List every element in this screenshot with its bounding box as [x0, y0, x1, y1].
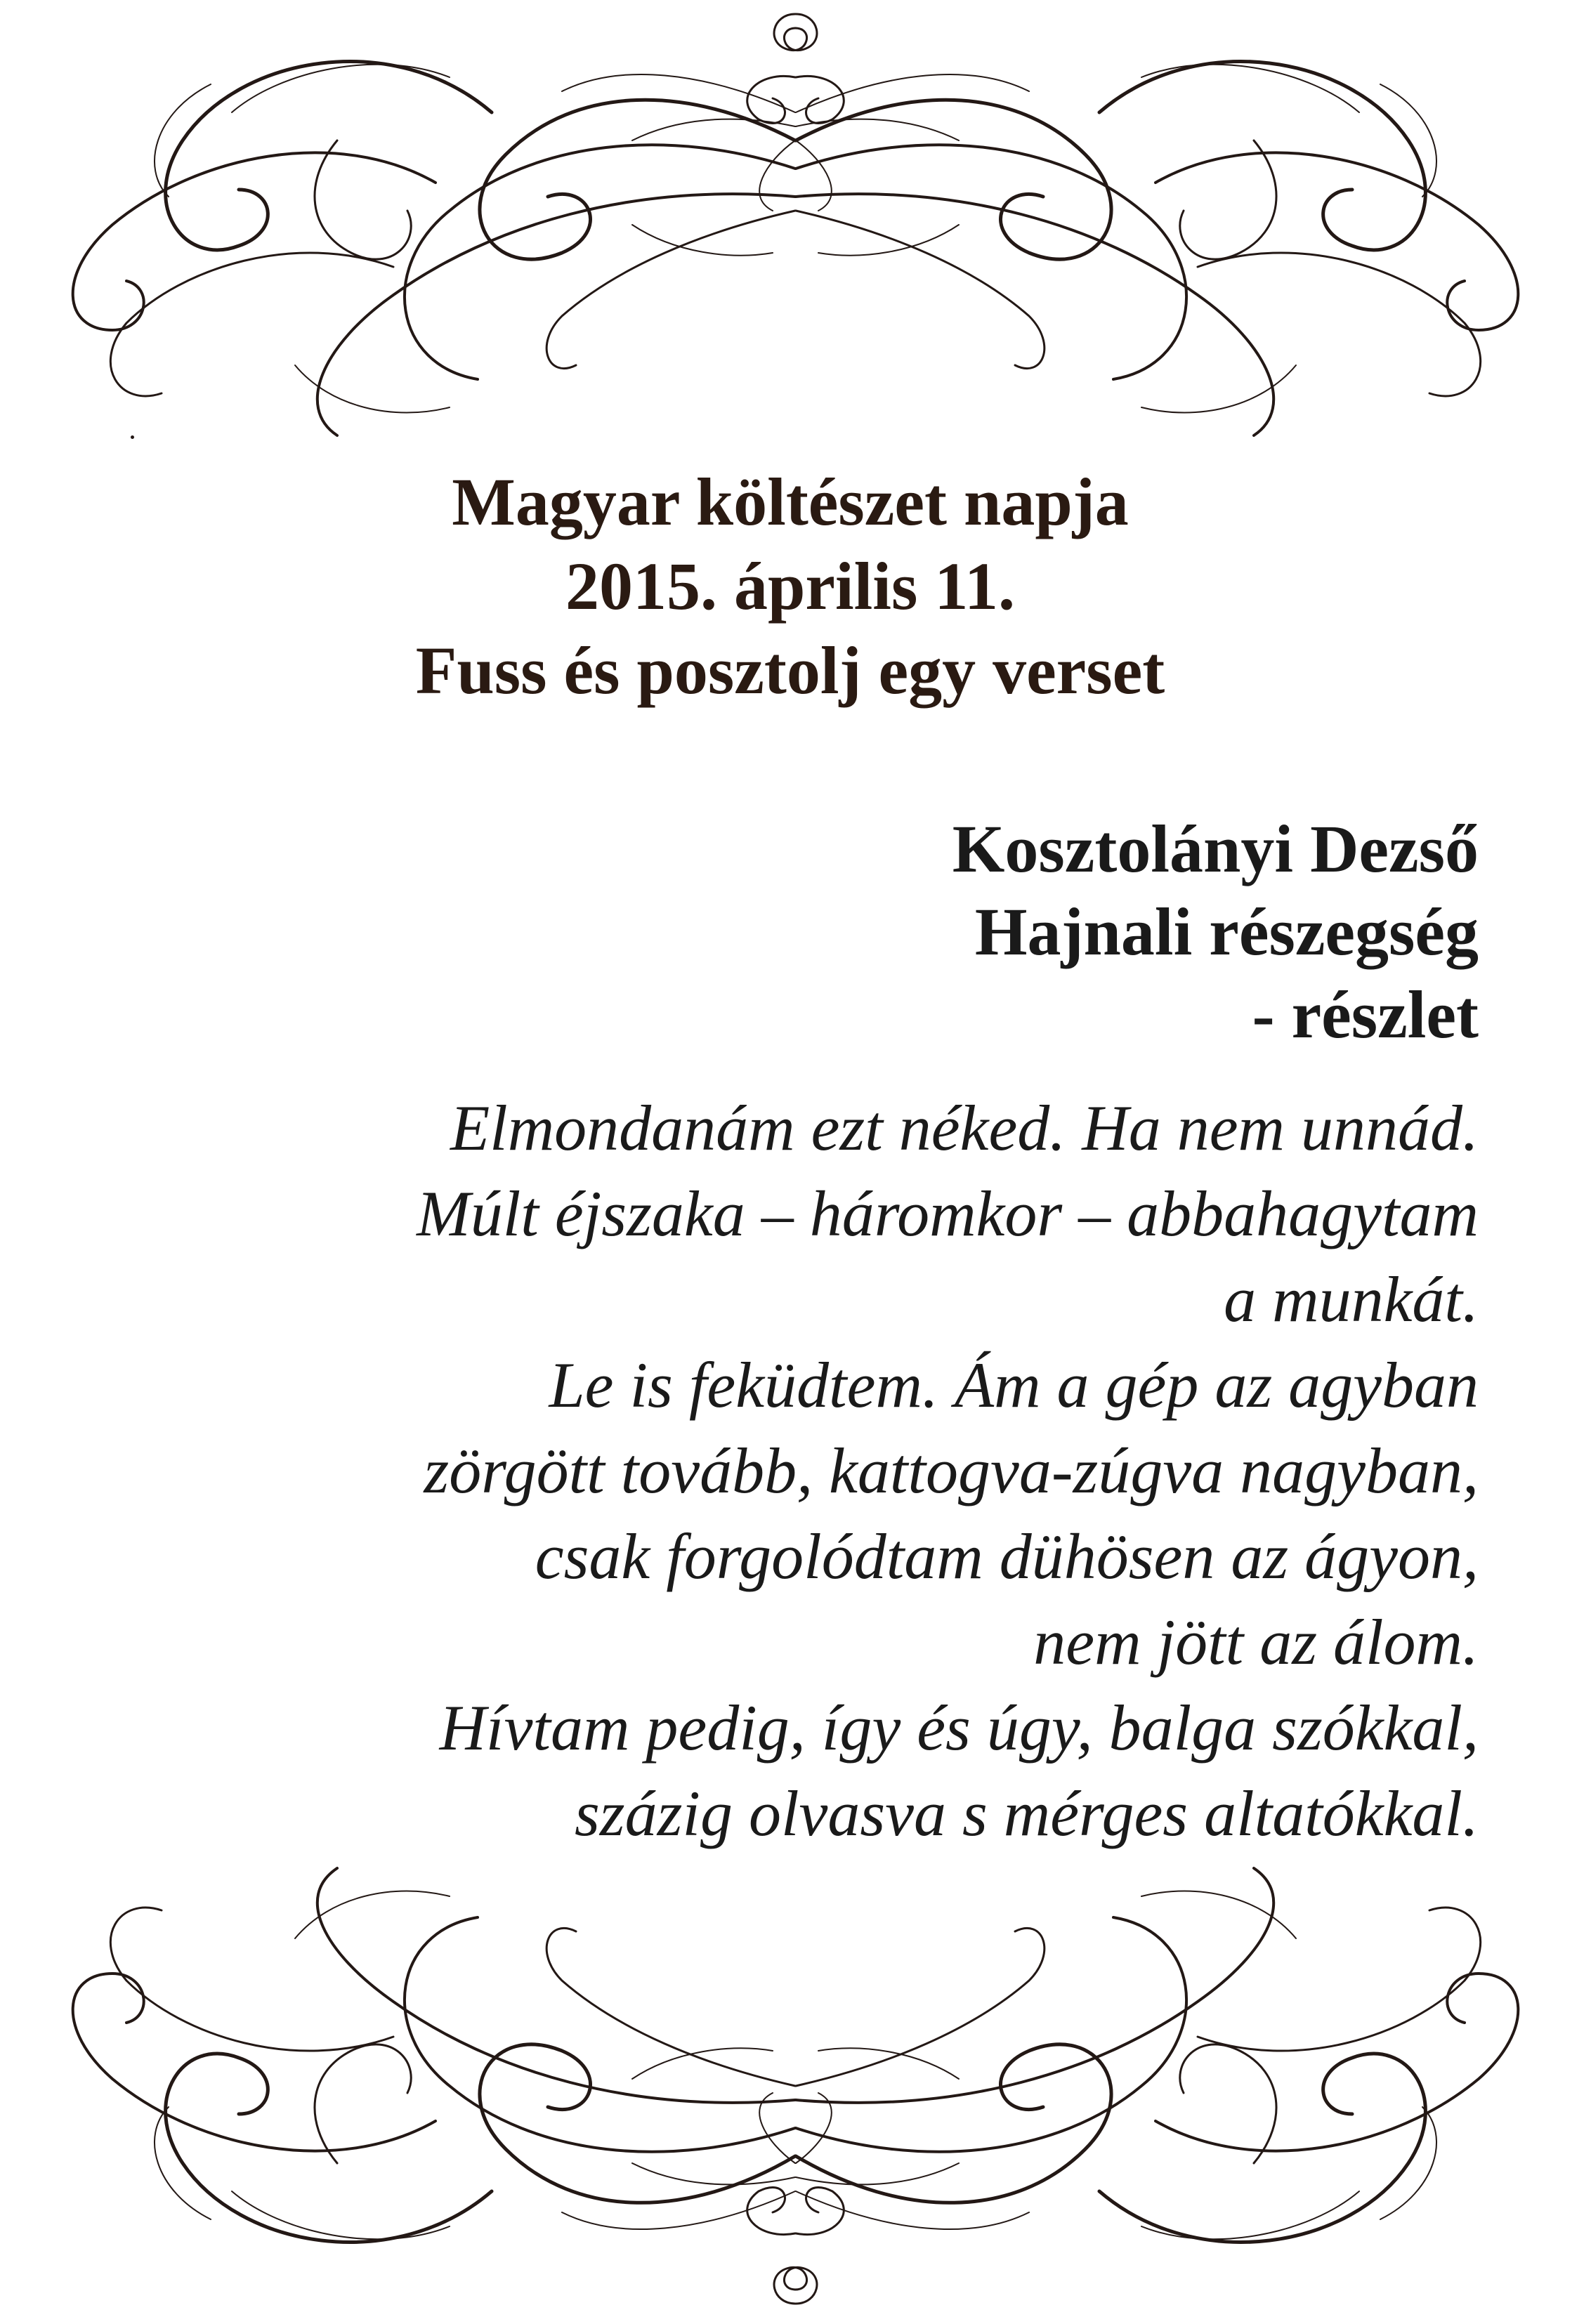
poem-line: százig olvasva s mérges altatókkal. [574, 1778, 1479, 1849]
event-slogan: Fuss és posztolj egy verset [415, 633, 1165, 708]
poem-line: Le is feküdtem. Ám a gép az agyban [549, 1349, 1479, 1421]
poem-body [249, 1085, 1479, 1856]
event-title: Magyar költészet napja [452, 464, 1129, 539]
poem-line: Múlt éjszaka – háromkor – abbahagytam [417, 1178, 1479, 1249]
poem-header [952, 808, 1479, 1056]
poem-excerpt-note: - részlet [1252, 977, 1479, 1052]
poem-title: Hajnali részegség [974, 894, 1479, 969]
event-header [281, 460, 1299, 713]
poem-author: Kosztolányi Dezső [952, 811, 1479, 886]
poem-line: zörgött tovább, kattogva-zúgva nagyban, [424, 1435, 1479, 1506]
bottom-flourish-ornament [0, 1854, 1591, 2324]
poem-line: Hívtam pedig, így és úgy, balga szókkal, [439, 1692, 1479, 1764]
poem-line: Elmondanám ezt néked. Ha nem unnád. [450, 1092, 1479, 1164]
poem-line: a munkát. [1224, 1263, 1479, 1335]
event-date: 2015. április 11. [565, 549, 1016, 624]
poem-line: csak forgolódtam dühösen az ágyon, [535, 1521, 1479, 1592]
stray-dot-decoration [131, 435, 134, 439]
poem-line: nem jött az álom. [1033, 1606, 1479, 1678]
top-flourish-ornament [0, 0, 1591, 464]
